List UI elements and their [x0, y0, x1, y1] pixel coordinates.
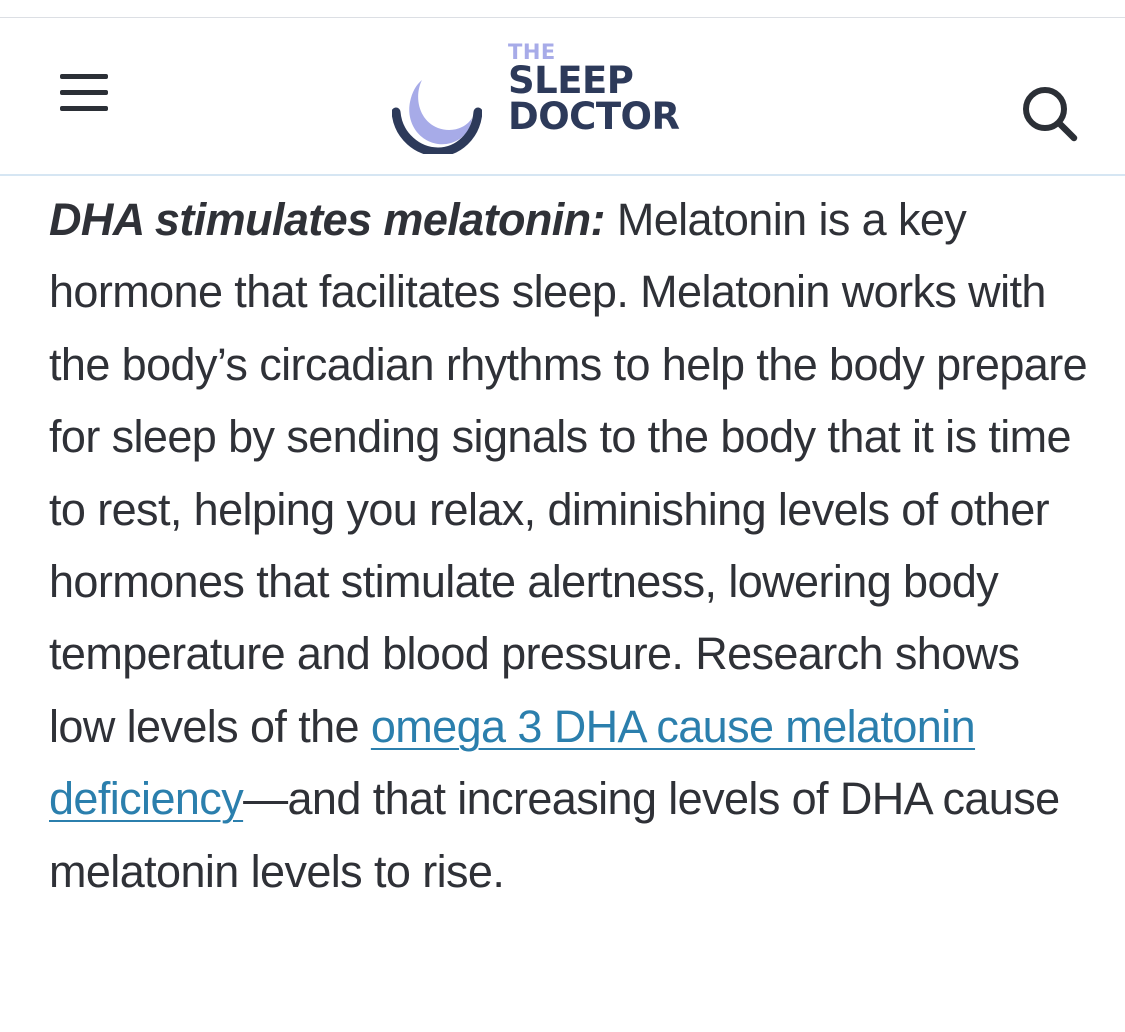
- logo-wordmark: [508, 40, 680, 138]
- moon-logo-icon: [392, 70, 482, 154]
- menu-bar: [60, 90, 108, 95]
- logo-the: THE: [508, 40, 556, 64]
- paragraph-text: Melatonin is a key hormone that facilitates sleep. Melatonin works with the body’s circadian rhythms to help the body prepare for sleep by sending signals to the body that it is time to rest, helping you relax, diminishing levels of other hormones that stimulate alertness, lowering body temperature and blood pressure. Research shows low levels of the: [49, 194, 1088, 752]
- omega3-melatonin-link[interactable]: omega 3 DHA cause melatonin deficiency: [49, 700, 976, 825]
- paragraph-lead: DHA stimulates melatonin:: [49, 194, 605, 245]
- logo-doctor: DOCTOR: [508, 95, 680, 138]
- menu-bar: [60, 106, 108, 111]
- article-paragraph: [49, 184, 1089, 908]
- paragraph-text-end: —and that increasing levels of DHA cause melatonin levels to rise.: [49, 773, 1060, 897]
- logo-sleep: SLEEP: [508, 59, 634, 102]
- menu-bar: [60, 74, 108, 79]
- site-header: [0, 18, 1125, 176]
- search-icon[interactable]: [1018, 82, 1080, 144]
- hamburger-menu-icon[interactable]: [58, 70, 110, 116]
- site-logo[interactable]: [392, 40, 702, 158]
